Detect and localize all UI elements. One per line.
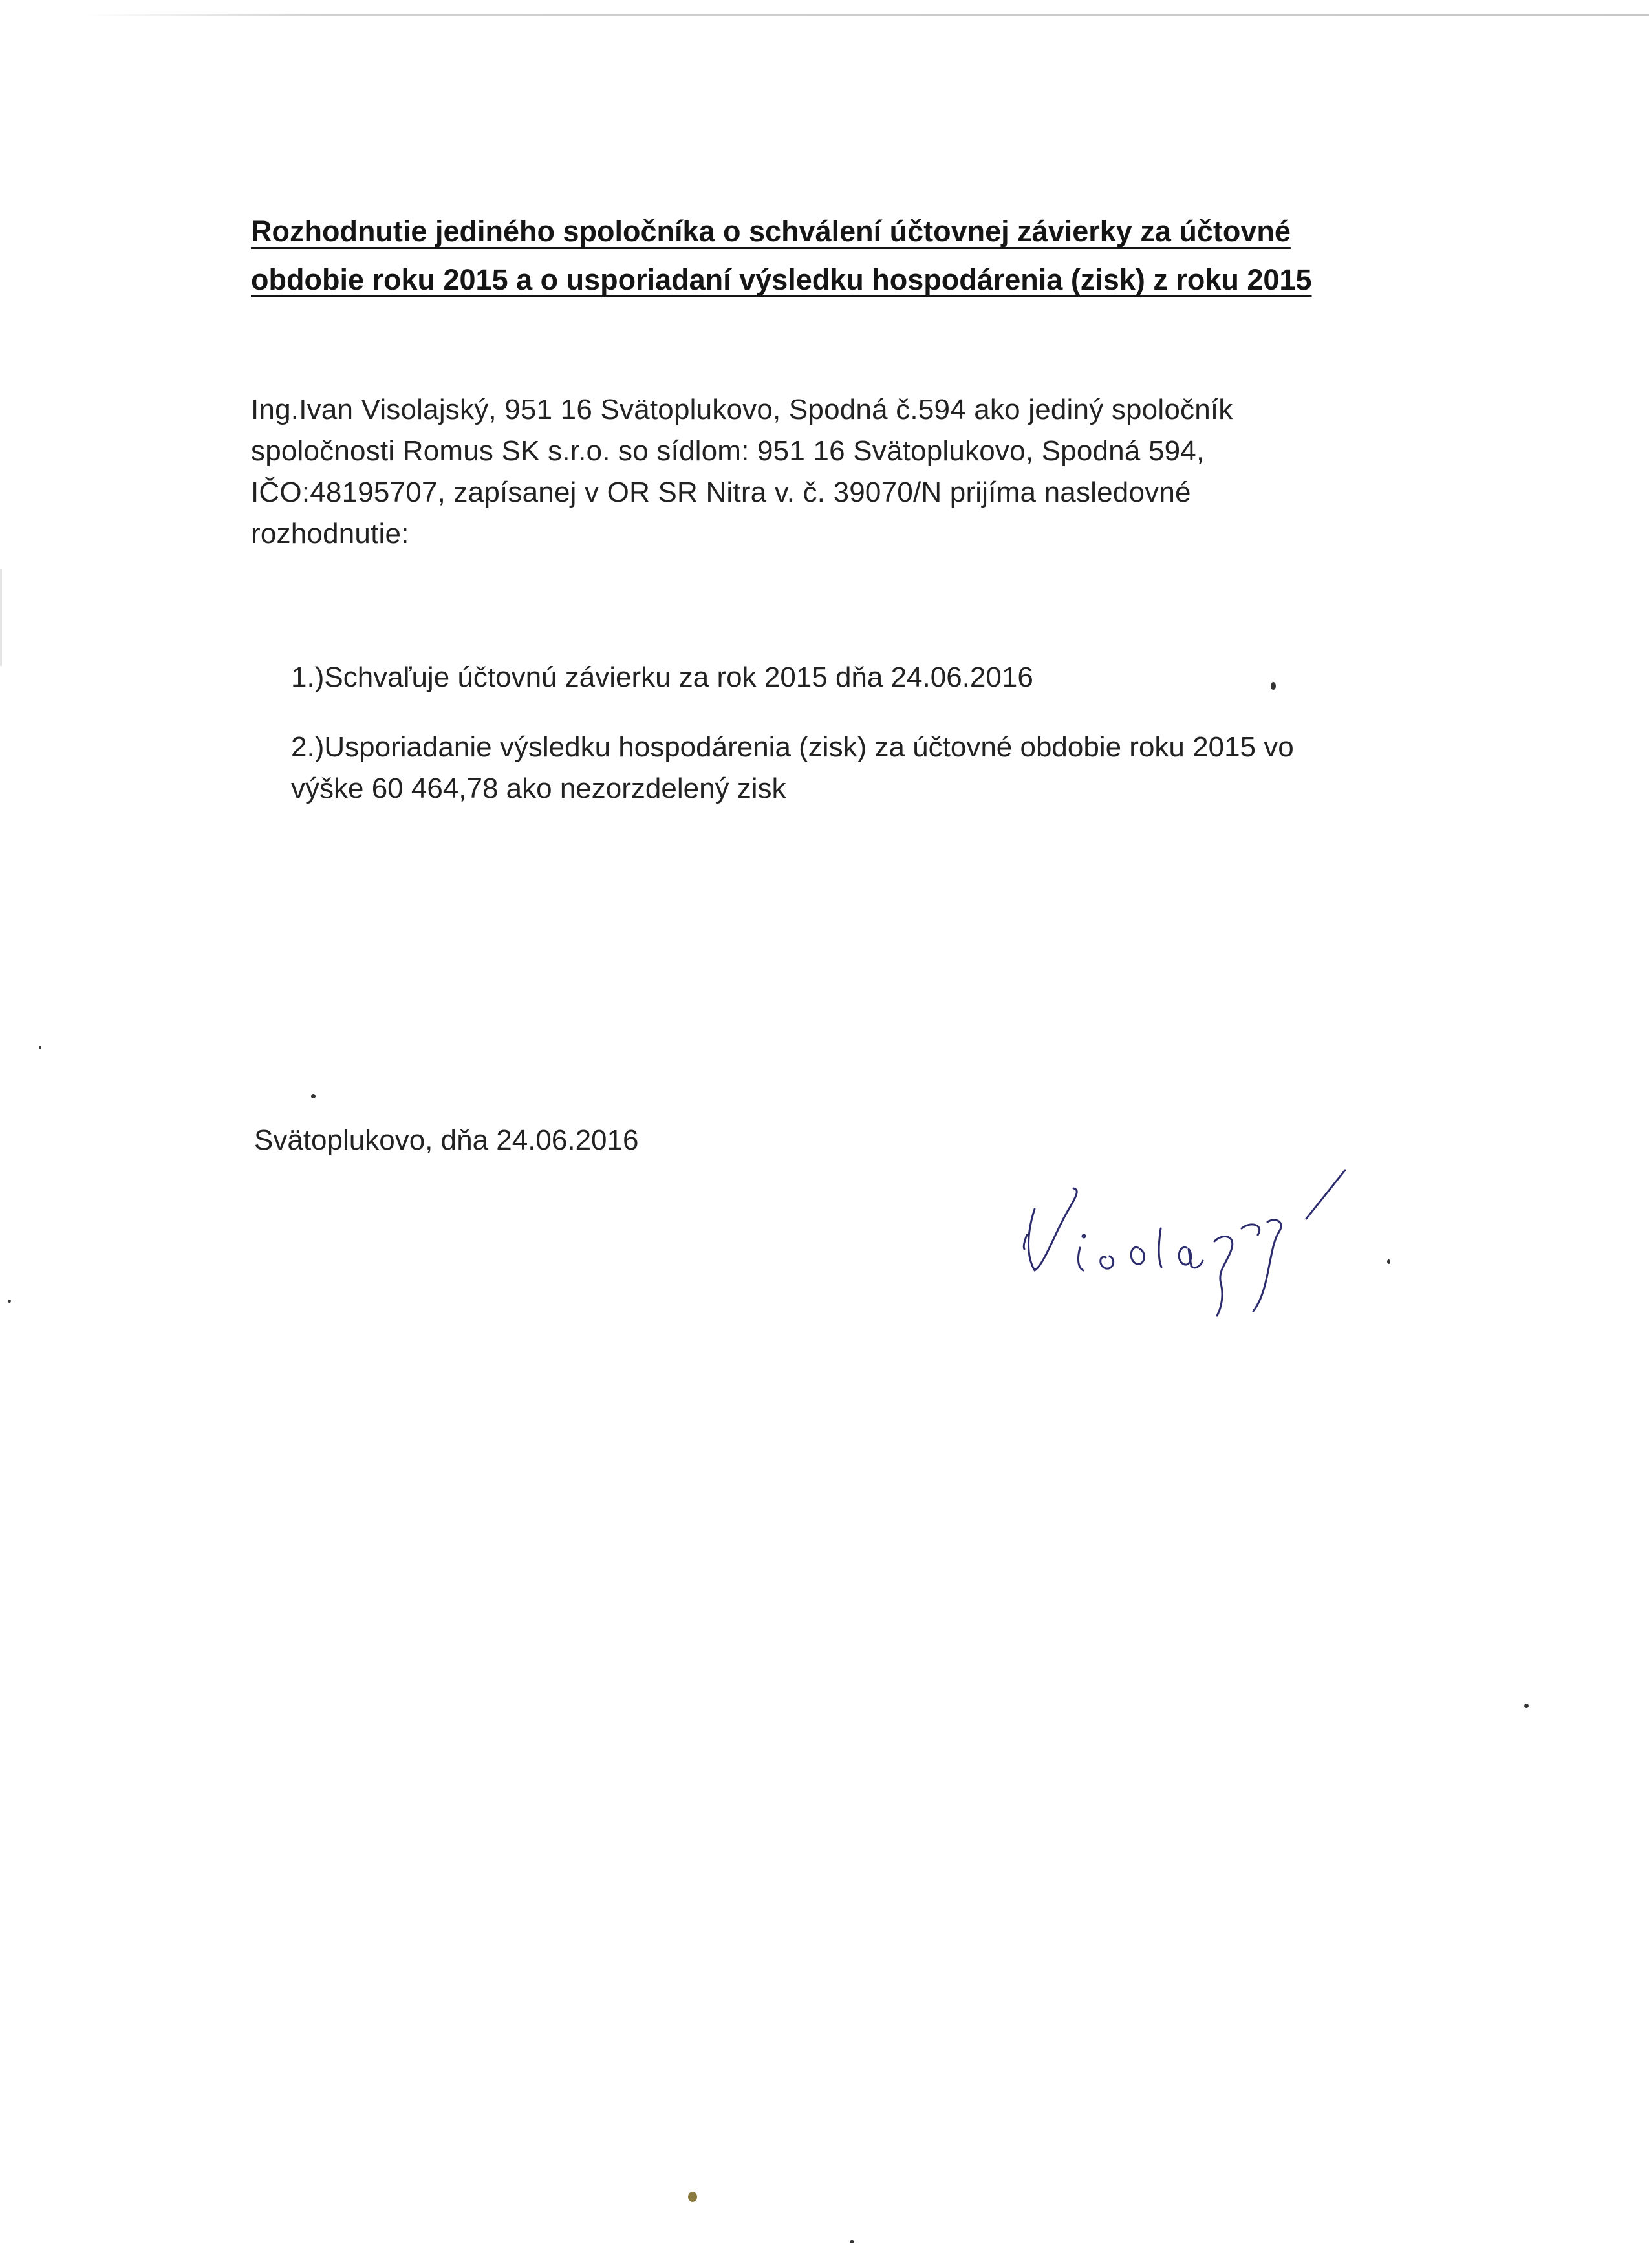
intro-line-1: Ing.Ivan Visolajský, 951 16 Svätoplukovo, Spodná č.594 ako jediný spoločník	[251, 394, 1233, 425]
scan-speck	[8, 1300, 11, 1303]
intro-line-4: rozhodnutie:	[251, 518, 409, 550]
document-title	[251, 207, 1480, 304]
intro-line-2: spoločnosti Romus SK s.r.o. so sídlom: 951 16 Svätoplukovo, Spodná 594,	[251, 435, 1205, 467]
title-line-1: Rozhodnutie jediného spoločníka o schválení účtovnej závierky za účtovné	[251, 215, 1291, 248]
scan-speck	[688, 2192, 697, 2202]
scan-speck	[850, 2240, 854, 2243]
intro-paragraph	[251, 389, 1396, 555]
item-2-line-2: výške 60 464,78 ako nezorzdelený zisk	[291, 773, 786, 804]
scan-edge-top	[84, 14, 1649, 16]
scan-speck	[39, 1046, 41, 1049]
item-2-line-1: 2.)Usporiadanie výsledku hospodárenia (zisk) za účtovné obdobie roku 2015 vo	[291, 731, 1294, 763]
place-and-date: Svätoplukovo, dňa 24.06.2016	[254, 1124, 639, 1156]
handwritten-signature	[1009, 1151, 1371, 1319]
scan-speck	[1387, 1259, 1390, 1264]
intro-line-3: IČO:48195707, zapísanej v OR SR Nitra v. č. 39070/N prijíma nasledovné	[251, 476, 1191, 508]
scan-speck	[311, 1094, 316, 1098]
title-line-2: obdobie roku 2015 a o usporiadaní výsledku hospodárenia (zisk) z roku 2015	[251, 263, 1312, 296]
decision-item-2	[291, 727, 1481, 809]
scan-edge-left	[0, 569, 2, 666]
decision-item-1: 1.)Schvaľuje účtovnú závierku za rok 2015 dňa 24.06.2016	[291, 661, 1033, 693]
scan-speck	[1524, 1704, 1529, 1708]
scan-speck	[1271, 682, 1276, 690]
